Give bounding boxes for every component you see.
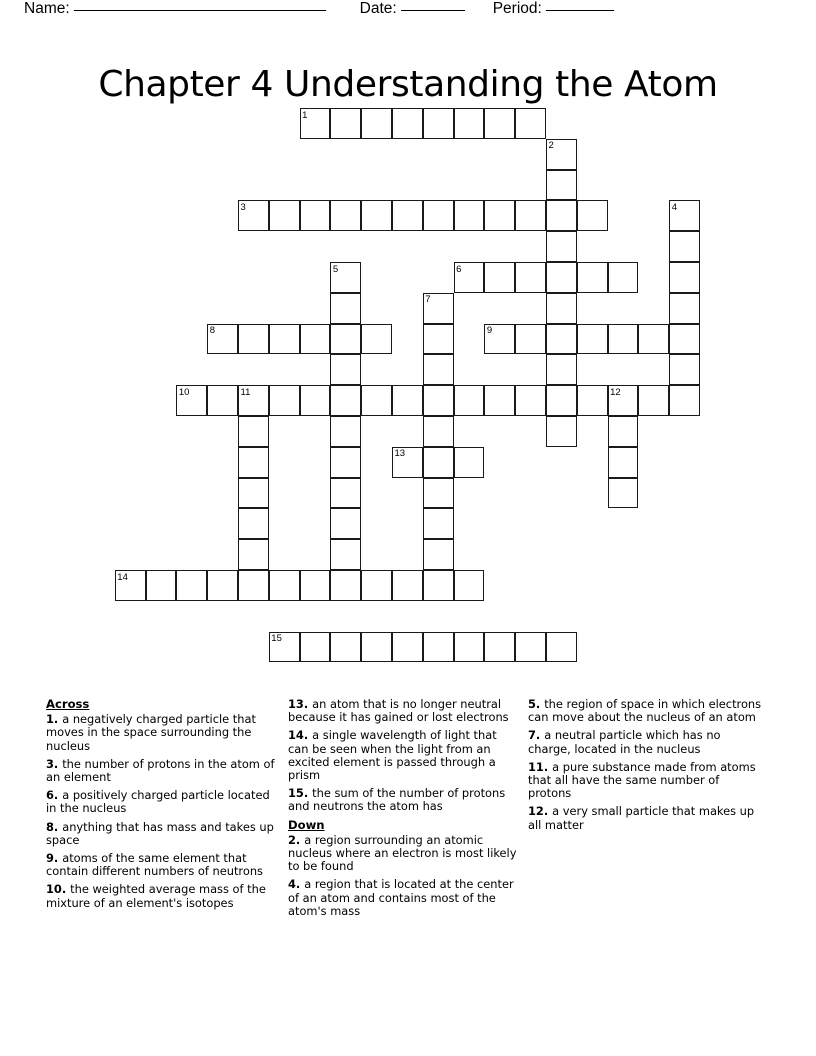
clue-text: the weighted average mass of the mixture of an element's isotopes <box>46 882 266 910</box>
crossword-cell[interactable] <box>423 200 454 231</box>
crossword-cell[interactable] <box>669 354 700 385</box>
crossword-cell[interactable] <box>454 200 485 231</box>
crossword-cell[interactable] <box>608 416 639 447</box>
crossword-cell[interactable] <box>207 324 238 355</box>
clue-number: 7. <box>528 728 545 743</box>
crossword-cell[interactable] <box>238 570 269 601</box>
clue-number: 8. <box>46 819 63 834</box>
crossword-cell[interactable] <box>330 293 361 324</box>
crossword-cell[interactable] <box>238 539 269 570</box>
crossword-cell[interactable] <box>330 478 361 509</box>
clue-text: atoms of the same element that contain different numbers of neutrons <box>46 851 263 879</box>
clue-text: the region of space in which electrons can move about the nucleus of an atom <box>528 697 762 725</box>
crossword-cell[interactable] <box>423 324 454 355</box>
clues-section <box>46 698 772 923</box>
clue-text: a negatively charged particle that moves in the space surrounding the nucleus <box>46 712 256 753</box>
crossword-cell[interactable] <box>515 632 546 663</box>
clue-number: 14. <box>288 728 313 743</box>
crossword-cell[interactable] <box>608 324 639 355</box>
crossword-cell[interactable] <box>392 570 423 601</box>
crossword-cell[interactable] <box>423 385 454 416</box>
crossword-cell[interactable] <box>454 447 485 478</box>
crossword-cell[interactable] <box>330 416 361 447</box>
crossword-cell[interactable] <box>638 385 669 416</box>
crossword-cell[interactable] <box>176 570 207 601</box>
crossword-cell[interactable] <box>269 632 300 663</box>
clue-item <box>46 852 280 878</box>
page-title: Chapter 4 Understanding the Atom <box>98 64 718 106</box>
clue-text: the sum of the number of protons and neutrons the atom has <box>288 786 506 814</box>
crossword-cell[interactable] <box>300 570 331 601</box>
crossword-cell[interactable] <box>330 324 361 355</box>
crossword-cell[interactable] <box>392 447 423 478</box>
clue-number: 6. <box>46 788 63 803</box>
crossword-cell[interactable] <box>608 447 639 478</box>
crossword-clue-number: 6 <box>456 263 462 275</box>
crossword-cell[interactable] <box>669 231 700 262</box>
crossword-clue-number: 7 <box>425 294 431 306</box>
across-heading: Across <box>46 697 90 711</box>
crossword-cell[interactable] <box>330 354 361 385</box>
clue-item <box>46 789 280 815</box>
crossword-cell[interactable] <box>638 324 669 355</box>
crossword-cell[interactable] <box>546 262 577 293</box>
crossword-cell[interactable] <box>330 539 361 570</box>
clue-text: anything that has mass and takes up space <box>46 819 274 847</box>
crossword-cell[interactable] <box>423 570 454 601</box>
crossword-cell[interactable] <box>392 385 423 416</box>
clue-item <box>528 698 764 724</box>
crossword-cell[interactable] <box>238 478 269 509</box>
crossword-clue-number: 1 <box>302 109 308 121</box>
clue-item <box>528 729 764 755</box>
crossword-cell[interactable] <box>454 570 485 601</box>
clue-item <box>528 805 764 831</box>
crossword-cell[interactable] <box>515 200 546 231</box>
crossword-cell[interactable] <box>546 385 577 416</box>
crossword-clue-number: 10 <box>178 386 190 398</box>
crossword-cell[interactable] <box>669 262 700 293</box>
crossword-cell[interactable] <box>454 262 485 293</box>
crossword-cell[interactable] <box>546 139 577 170</box>
crossword-clue-number: 14 <box>117 571 128 583</box>
crossword-clue-number: 3 <box>240 201 246 213</box>
crossword-cell[interactable] <box>669 200 700 231</box>
period-label: Period: <box>492 0 542 17</box>
crossword-cell[interactable] <box>238 385 269 416</box>
crossword-clue-number: 2 <box>548 140 554 152</box>
crossword-cell[interactable] <box>423 416 454 447</box>
crossword-cell[interactable] <box>423 354 454 385</box>
crossword-cell[interactable] <box>300 632 331 663</box>
crossword-cell[interactable] <box>423 478 454 509</box>
across-clue-list-part1 <box>46 713 280 910</box>
clue-item <box>288 834 520 874</box>
clue-text: the number of protons in the atom of an element <box>46 756 275 785</box>
clue-item <box>46 758 280 784</box>
crossword-cell[interactable] <box>361 632 392 663</box>
crossword-cell[interactable] <box>300 108 331 139</box>
crossword-cell[interactable] <box>577 324 608 355</box>
name-label: Name: <box>24 0 70 17</box>
crossword-cell[interactable] <box>577 200 608 231</box>
crossword-cell[interactable] <box>207 385 238 416</box>
clue-text: a positively charged particle located in the nucleus <box>46 788 270 816</box>
clue-number: 3. <box>46 756 63 771</box>
crossword-cell[interactable] <box>330 508 361 539</box>
crossword-cell[interactable] <box>300 385 331 416</box>
clues-column-1 <box>46 698 288 923</box>
crossword-cell[interactable] <box>238 200 269 231</box>
crossword-cell[interactable] <box>454 632 485 663</box>
crossword-cell[interactable] <box>423 539 454 570</box>
crossword-cell[interactable] <box>669 293 700 324</box>
crossword-cell[interactable] <box>392 200 423 231</box>
crossword-cell[interactable] <box>515 262 546 293</box>
crossword-cell[interactable] <box>669 324 700 355</box>
crossword-cell[interactable] <box>577 262 608 293</box>
crossword-cell[interactable] <box>546 231 577 262</box>
clue-number: 12. <box>528 804 553 819</box>
clue-item <box>288 878 520 918</box>
clue-number: 15. <box>288 786 313 801</box>
crossword-clue-number: 5 <box>332 263 339 275</box>
crossword-cell[interactable] <box>269 570 300 601</box>
clue-item <box>46 713 280 753</box>
crossword-cell[interactable] <box>515 385 546 416</box>
crossword-cell[interactable] <box>269 200 300 231</box>
crossword-cell[interactable] <box>515 108 546 139</box>
crossword-cell[interactable] <box>330 385 361 416</box>
crossword-cell[interactable] <box>423 508 454 539</box>
crossword-cell[interactable] <box>423 447 454 478</box>
crossword-cell[interactable] <box>515 324 546 355</box>
down-heading: Down <box>288 817 325 832</box>
crossword-cell[interactable] <box>361 108 392 139</box>
clue-number: 5. <box>528 697 545 711</box>
crossword-cell[interactable] <box>546 170 577 201</box>
clue-text: a pure substance made from atoms that all have the same number of protons <box>528 759 756 801</box>
crossword-cell[interactable] <box>238 447 269 478</box>
clue-text: a single wavelength of light that can be seen when the light from an excited element is passed through a prism <box>288 728 497 783</box>
clue-text: a very small particle that makes up all matter <box>528 804 755 832</box>
across-clue-list-part2 <box>288 698 520 814</box>
crossword-cell[interactable] <box>577 385 608 416</box>
crossword-cell[interactable] <box>269 385 300 416</box>
clue-text: a region that is located at the center of an atom and contains most of the atom's mass <box>288 877 514 918</box>
crossword-cell[interactable] <box>423 108 454 139</box>
crossword-cell[interactable] <box>238 416 269 447</box>
clues-column-3 <box>528 698 772 923</box>
crossword-cell[interactable] <box>238 508 269 539</box>
clue-number: 9. <box>46 851 63 866</box>
crossword-cell[interactable] <box>608 262 639 293</box>
down-clue-list-part2 <box>528 698 764 832</box>
clue-text: an atom that is no longer neutral because it has gained or lost electrons <box>288 697 509 725</box>
clue-number: 13. <box>288 697 313 711</box>
crossword-cell[interactable] <box>484 200 515 231</box>
crossword-clue-number: 15 <box>271 633 282 645</box>
crossword-cell[interactable] <box>669 385 700 416</box>
clue-number: 11. <box>528 759 553 774</box>
crossword-cell[interactable] <box>484 632 515 663</box>
crossword-cell[interactable] <box>361 200 392 231</box>
clue-text: a neutral particle which has no charge, located in the nucleus <box>528 728 721 756</box>
clue-item <box>46 821 280 847</box>
crossword-cell[interactable] <box>361 570 392 601</box>
date-label: Date: <box>359 0 397 17</box>
crossword-cell[interactable] <box>330 200 361 231</box>
crossword-cell[interactable] <box>608 478 639 509</box>
crossword-cell[interactable] <box>546 354 577 385</box>
crossword-cell[interactable] <box>546 200 577 231</box>
down-clue-list-part1 <box>288 834 520 918</box>
crossword-cell[interactable] <box>484 385 515 416</box>
crossword-clue-number: 13 <box>394 448 406 460</box>
crossword-cell[interactable] <box>330 447 361 478</box>
crossword-cell[interactable] <box>300 200 331 231</box>
crossword-cell[interactable] <box>608 385 639 416</box>
crossword-cell[interactable] <box>392 632 423 663</box>
crossword-cell[interactable] <box>484 108 515 139</box>
crossword-cell[interactable] <box>484 324 515 355</box>
crossword-cell[interactable] <box>238 324 269 355</box>
crossword-cell[interactable] <box>454 385 485 416</box>
crossword-cell[interactable] <box>330 632 361 663</box>
crossword-cell[interactable] <box>176 385 207 416</box>
crossword-clue-number: 12 <box>610 386 621 398</box>
crossword-cell[interactable] <box>361 324 392 355</box>
clue-item <box>46 883 280 909</box>
crossword-clue-number: 9 <box>486 325 493 337</box>
crossword-cell[interactable] <box>115 570 146 601</box>
crossword-cell[interactable] <box>300 324 331 355</box>
clue-number: 2. <box>288 832 305 847</box>
crossword-cell[interactable] <box>207 570 238 601</box>
crossword-cell[interactable] <box>269 324 300 355</box>
crossword-cell[interactable] <box>146 570 177 601</box>
crossword-cell[interactable] <box>423 632 454 663</box>
crossword-cell[interactable] <box>546 293 577 324</box>
crossword-cell[interactable] <box>454 108 485 139</box>
clue-text: a region surrounding an atomic nucleus where an electron is most likely to be found <box>288 832 517 874</box>
crossword-cell[interactable] <box>546 632 577 663</box>
clues-column-2 <box>288 698 528 923</box>
crossword-cell[interactable] <box>361 385 392 416</box>
clue-number: 1. <box>46 712 63 727</box>
clue-item <box>528 761 764 801</box>
clue-item <box>288 729 520 782</box>
crossword-clue-number: 11 <box>240 386 251 398</box>
crossword-cell[interactable] <box>546 324 577 355</box>
clue-number: 10. <box>46 882 71 897</box>
clue-item <box>288 787 520 813</box>
crossword-clue-number: 4 <box>671 201 677 213</box>
crossword-cell[interactable] <box>392 108 423 139</box>
crossword-cell[interactable] <box>484 262 515 293</box>
crossword-cell[interactable] <box>546 416 577 447</box>
clue-item <box>288 698 520 724</box>
clue-number: 4. <box>288 877 305 892</box>
crossword-cell[interactable] <box>330 108 361 139</box>
crossword-cell[interactable] <box>330 262 361 293</box>
crossword-cell[interactable] <box>330 570 361 601</box>
crossword-clue-number: 8 <box>209 325 215 337</box>
crossword-cell[interactable] <box>423 293 454 324</box>
